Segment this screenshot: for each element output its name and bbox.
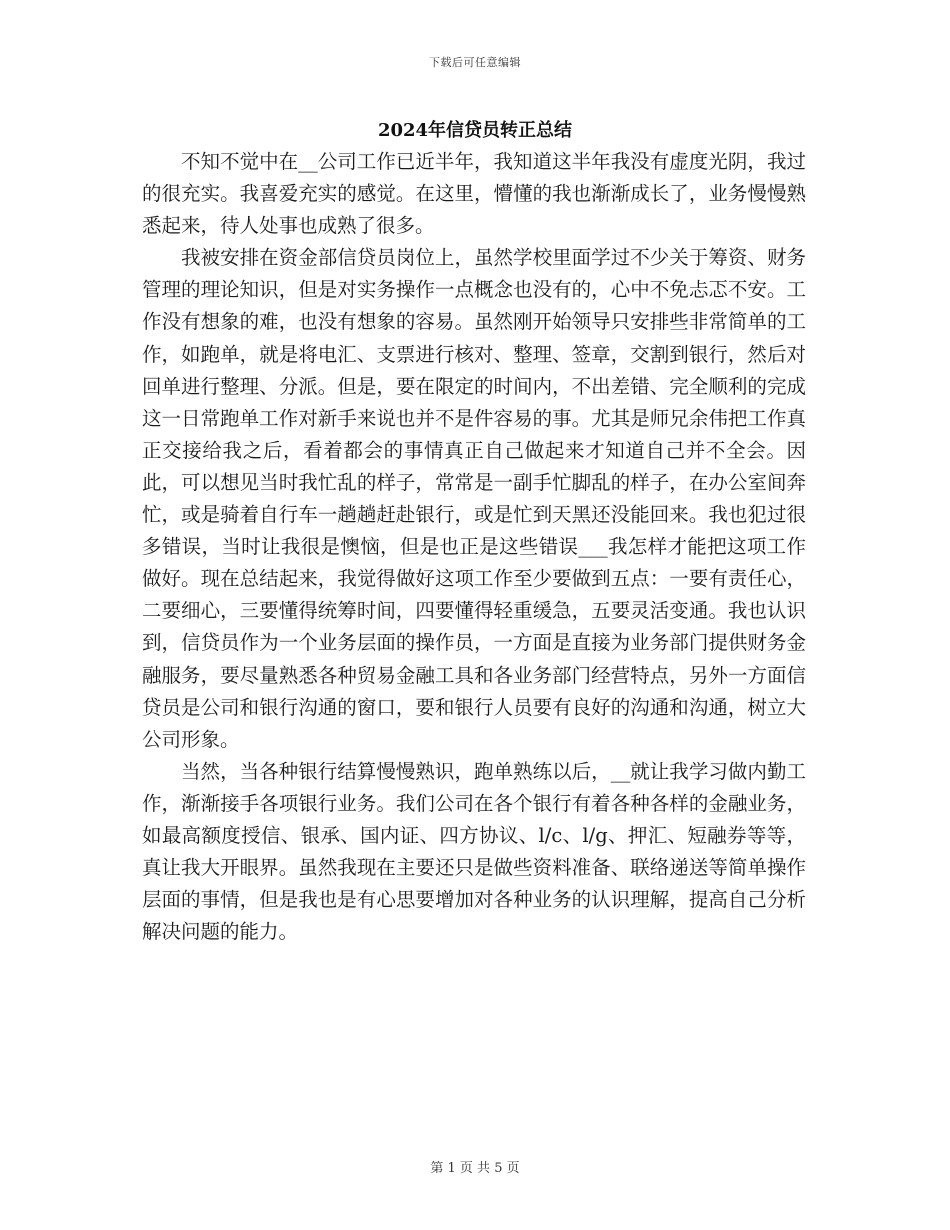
paragraph-3: 当然，当各种银行结算慢慢熟识，跑单熟练以后，__就让我学习做内勤工作，渐渐接手各项银行业务。我们公司在各个银行有着各种各样的金融业务，如最高额度授信、银承、国内证、四方协议、l/c、l/g、押汇、短融券等等，真让我大开眼界。虽然我现在主要还只是做些资料准备、联络递送等简单操作层面的事情，但是我也是有心思要增加对各种业务的认识理解，提高自己分析解决问题的能力。 xyxy=(142,759,806,944)
page-number: 第 1 页 共 5 页 xyxy=(430,1161,520,1176)
paragraph-2: 我被安排在资金部信贷员岗位上，虽然学校里面学过不少关于筹资、财务管理的理论知识，但是对实务操作一点概念也没有的，心中不免忐忑不安。工作没有想象的难，也没有想象的容易。虽然刚开始领导只安排些非常简单的工作，如跑单，就是将电汇、支票进行核对、整理、签章，交割到银行，然后对回单进行整理、分派。但是，要在限定的时间内，不出差错、完全顺利的完成这一日常跑单工作对新手来说也并不是件容易的事。尤其是师兄余伟把工作真正交接给我之后，看着都会的事情真正自己做起来才知道自己并不全会。因此，可以想见当时我忙乱的样子，常常是一副手忙脚乱的样子，在办公室间奔忙，或是骑着自行车一趟趟赶赴银行，或是忙到天黑还没能回来。我也犯过很多错误，当时让我很是懊恼，但是也正是这些错误___我怎样才能把这项工作做好。现在总结起来，我觉得做好这项工作至少要做到五点：一要有责任心，二要细心，三要懂得统筹时间，四要懂得轻重缓急，五要灵活变通。我也认识到，信贷员作为一个业务层面的操作员，一方面是直接为业务部门提供财务金融服务，要尽量熟悉各种贸易金融工具和各业务部门经营特点，另外一方面信贷员是公司和银行沟通的窗口，要和银行人员要有良好的沟通和沟通，树立大公司形象。 xyxy=(142,246,806,751)
paragraph-1: 不知不觉中在__公司工作已近半年，我知道这半年我没有虚度光阴，我过的很充实。我喜爱充实的感觉。在这里，懵懂的我也渐渐成长了，业务慢慢熟悉起来，待人处事也成熟了很多。 xyxy=(142,150,806,238)
document-body xyxy=(142,146,806,948)
header-note: 下载后可任意编辑 xyxy=(429,56,521,69)
document-title: 2024年信贷员转正总结 xyxy=(377,120,573,141)
